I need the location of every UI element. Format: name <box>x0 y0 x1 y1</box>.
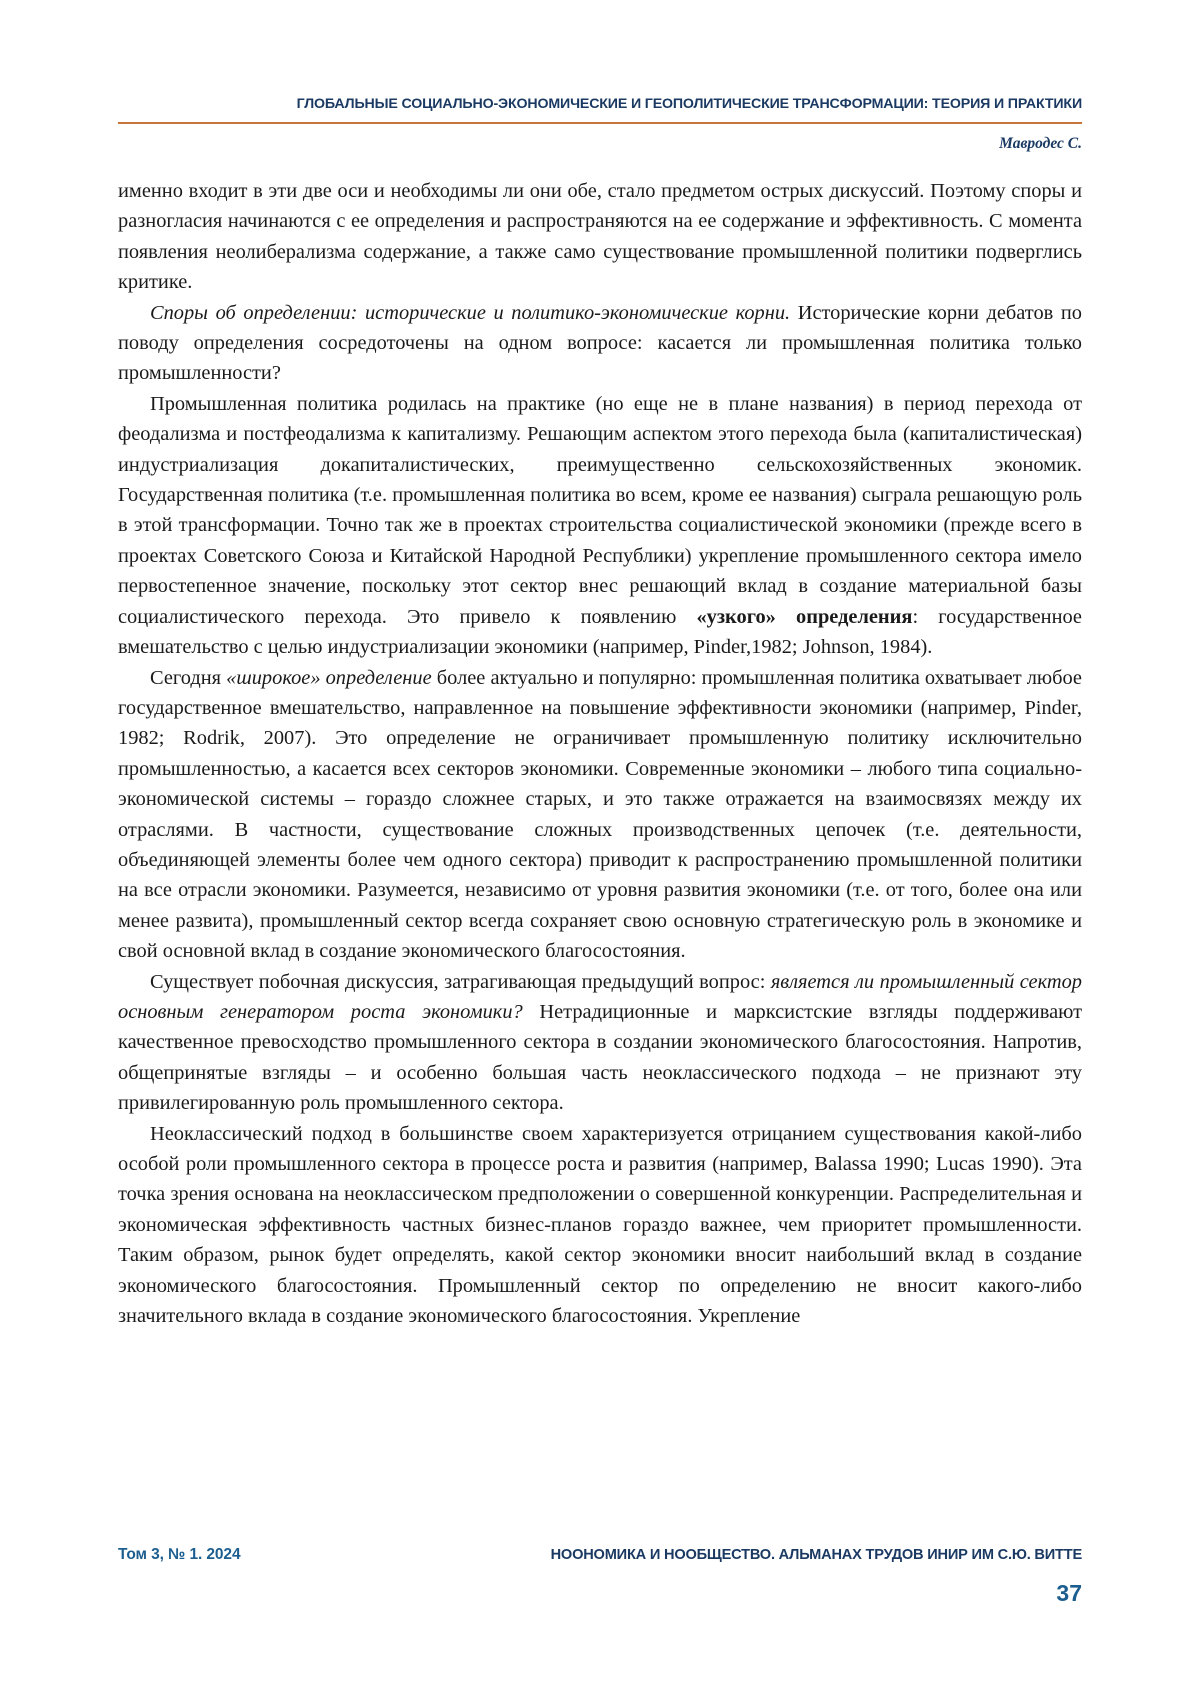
page-footer <box>118 1546 1082 1564</box>
paragraph-2 <box>118 298 1082 389</box>
paragraph-5-text-b: Нетрадиционные и марксистские взгляды поддерживают качественное превосходство промышленного сектора в создании экономического благосостояния. Напротив, общепринятые взгляды – и особенно большая часть неоклассического подхода – не признают эту привилегированную роль промышленного сектора. <box>118 1000 1083 1115</box>
article-body <box>118 176 1082 1331</box>
paragraph-3-text-a: Промышленная политика родилась на практике (но еще не в плане названия) в период перехода от феодализма и постфеодализма к капитализму. Решающим аспектом этого перехода была (капиталистическая) индустриализация докапиталистических, преимущественно сельскохозяйственных экономик. Государственная политика (т.е. промышленная политика во всем, кроме ее названия) сыграла решающую роль в этой трансформации. Точно так же в проектах строительства социалистической экономики (прежде всего в проектах Советского Союза и Китайской Народной Республики) укрепление промышленного сектора имело первостепенное значение, поскольку этот сектор внес решающий вклад в создание материальной базы социалистического перехода. Это привело к появлению <box>118 392 1082 628</box>
header-divider <box>118 122 1082 124</box>
paragraph-4 <box>118 663 1082 967</box>
paragraph-1-text: именно входит в эти две оси и необходимы ли они обе, стало предметом острых дискуссий. Поэтому споры и разногласия начинаются с ее определения и распространяются на ее содержание и эффективность. С момента появления неолиберализма содержание, а также само существование промышленной политики подверглись критике. <box>118 180 1082 294</box>
paragraph-4-italic-term: «широкое» определение <box>226 666 432 689</box>
footer-issue: Том 3, № 1. 2024 <box>118 1546 241 1563</box>
page-header <box>118 96 1082 153</box>
header-author: Мавродес С. <box>999 134 1082 152</box>
paragraph-4-text-a: Сегодня <box>150 666 227 689</box>
paragraph-5 <box>118 967 1082 1119</box>
page-number: 37 <box>1056 1580 1082 1606</box>
paragraph-4-text-b: более актуально и популярно: промышленная политика охватывает любое государственное вмешательство, направленное на повышение эффективности экономики (например, Pinder, 1982; Rodrik, 2007). Это определение не ограничивает промышленную политику исключительно промышленностью, а касается всех секторов экономики. Современные экономики – любого типа социально-экономической системы – гораздо сложнее старых, и это также отражается на взаимосвязях между их отраслями. В частности, существование сложных производственных цепочек (т.е. деятельности, объединяющей элементы более чем одного сектора) приводит к распространению промышленной политики на все отрасли экономики. Разумеется, независимо от уровня развития экономики (т.е. от того, более она или менее развита), промышленный сектор всегда сохраняет свою основную стратегическую роль в экономике и свой основной вклад в создание экономического благосостояния. <box>118 666 1082 963</box>
paragraph-2-text: Исторические корни дебатов по поводу определения сосредоточены на одном вопросе: касается ли промышленная политика только промышленности? <box>118 301 1082 385</box>
paragraph-6-text: Неоклассический подход в большинстве своем характеризуется отрицанием существования какой-либо особой роли промышленного сектора в процессе роста и развития (например, Balassa 1990; Lucas 1990). Эта точка зрения основана на неоклассическом предположении о совершенной конкуренции. Распределительная и экономическая эффективность частных бизнес-планов гораздо важнее, чем приоритет промышленности. Таким образом, рынок будет определять, какой сектор экономики вносит наибольший вклад в создание экономического благосостояния. Промышленный сектор по определению не вносит какого-либо значительного вклада в создание экономического благосостояния. Укрепление <box>118 1122 1082 1328</box>
paragraph-1 <box>118 176 1082 298</box>
running-title: ГЛОБАЛЬНЫЕ СОЦИАЛЬНО-ЭКОНОМИЧЕСКИЕ И ГЕОПОЛИТИЧЕСКИЕ ТРАНСФОРМАЦИИ: ТЕОРИЯ И ПРАКТИКИ <box>296 96 1082 112</box>
paragraph-2-italic-lead: Споры об определении: исторические и политико-экономические корни. <box>150 301 791 324</box>
paragraph-3 <box>118 389 1082 663</box>
paragraph-3-bold-term: «узкого» определения <box>696 605 913 628</box>
paragraph-5-text-a: Существует побочная дискуссия, затрагивающая предыдущий вопрос: <box>150 970 771 993</box>
paragraph-6 <box>118 1119 1082 1332</box>
paragraph-5-italic-question: является ли промышленный сектор основным генератором роста экономики? <box>118 970 1082 1023</box>
footer-journal-title: НООНОМИКА И НООБЩЕСТВО. АЛЬМАНАХ ТРУДОВ ИНИР ИМ С.Ю. ВИТТЕ <box>550 1547 1082 1563</box>
paragraph-3-text-b: : государственное вмешательство с целью индустриализации экономики (например, Pinder,1982; Johnson, 1984). <box>118 605 1082 659</box>
